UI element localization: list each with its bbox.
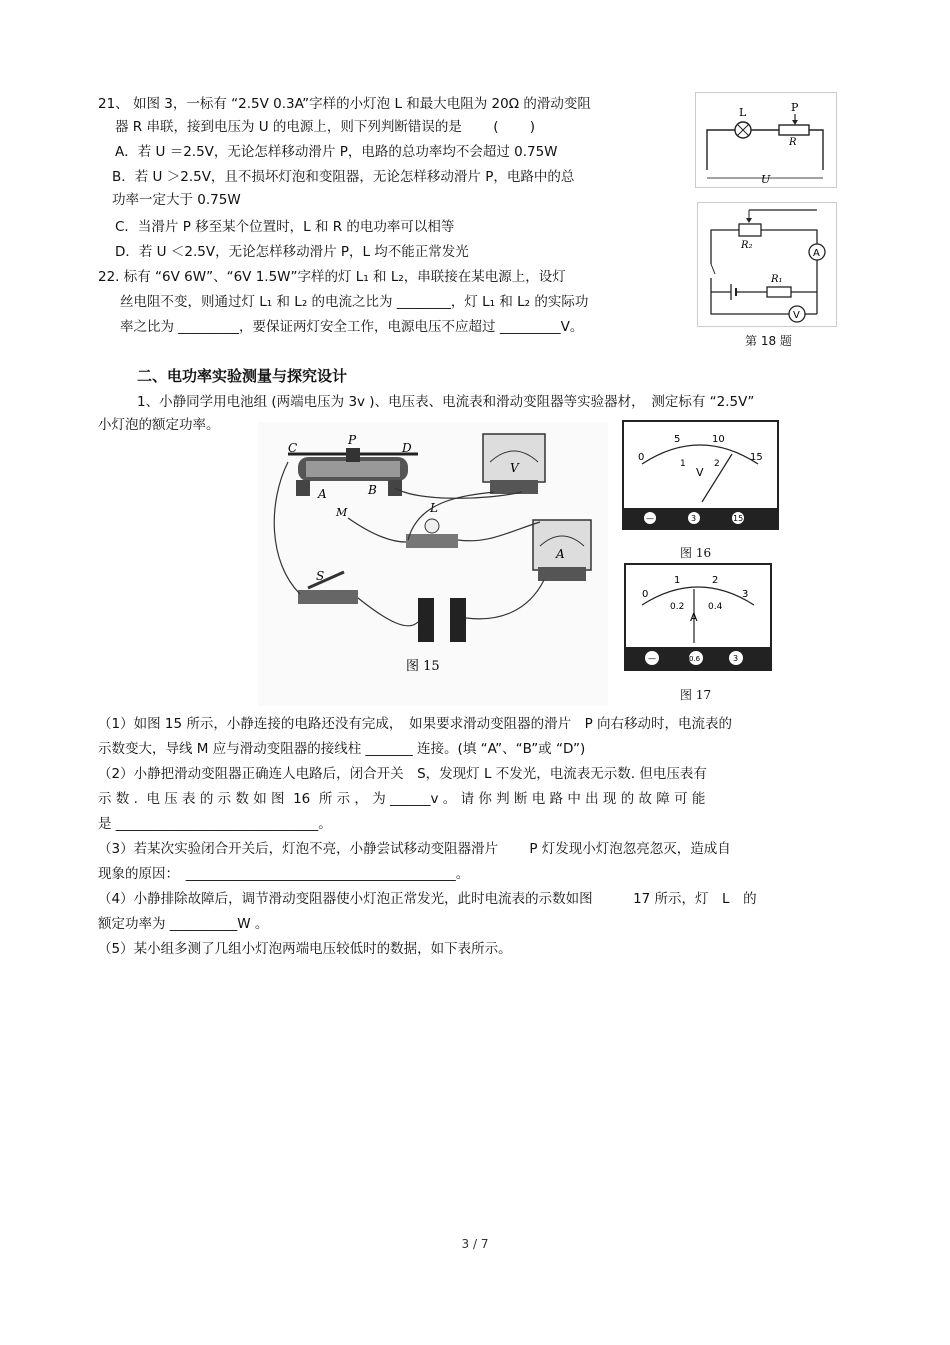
fig15-label-a: A (318, 487, 327, 501)
fig16-unit: V (696, 466, 704, 479)
fig16-scale-5: 5 (674, 434, 681, 445)
q22-line-2: 丝电阻不变，则通过灯 L₁ 和 L₂ 的电流之比为 ________，灯 L₁ 和 L₂ 的实际功 (120, 294, 589, 310)
q21-line-2: 器 R 串联，接到电压为 U 的电源上，则下列判断错误的是 ( ) (115, 119, 536, 135)
figure-15-apparatus (258, 422, 608, 706)
fig16-inner-2: 2 (714, 459, 720, 469)
fig16-inner-1: 1 (680, 459, 686, 469)
fig15-label-l: L (430, 501, 438, 515)
fig16-scale-0: 0 (638, 452, 645, 463)
fig16-terminal-neg: — (646, 514, 654, 523)
fig18-ammeter-label: A (813, 248, 820, 259)
figure-16-caption: 图 16 (680, 546, 712, 560)
fig3-slider-label: P (791, 101, 799, 114)
part-2-line-3: 是 ______________________________。 (98, 816, 332, 832)
fig3-lamp-label: L (739, 106, 747, 119)
part-2-line-1: （2）小静把滑动变阻器正确连人电路后，闭合开关 S，发现灯 L 不发光，电流表无示数. 但电压表有 (98, 766, 707, 782)
section-2-intro-line-2: 小灯泡的额定功率。 (98, 417, 220, 433)
page-number: 3 / 7 (461, 1237, 489, 1251)
part-5-line: （5）某小组多测了几组小灯泡两端电压较低时的数据，如下表所示。 (98, 941, 512, 957)
figure-18-caption: 第 18 题 (745, 334, 792, 348)
fig16-scale-15: 15 (750, 452, 763, 463)
fig17-terminal-neg: — (648, 654, 656, 663)
fig15-label-m: M (336, 506, 348, 519)
part-3-line-2: 现象的原因： ________________________________________。 (98, 866, 470, 882)
part-1-line-2: 示数变大，导线 M 应与滑动变阻器的接线柱 _______ 连接。(填 “A”、“B”或 “D”) (98, 741, 586, 757)
section-2-title: 二、电功率实验测量与探究设计 (137, 367, 348, 385)
fig15-label-b: B (368, 483, 377, 497)
fig16-terminal-15: 15 (733, 514, 744, 523)
figure-16-voltmeter-dial (622, 420, 779, 538)
part-4-line-2: 额定功率为 __________W 。 (98, 916, 269, 932)
fig17-scale-3: 3 (742, 589, 749, 600)
rheostat-symbol (779, 125, 809, 135)
fig17-scale-1: 1 (674, 575, 681, 586)
fig15-label-c: C (288, 441, 298, 455)
figure-17-ammeter-dial (624, 563, 772, 673)
part-3-line-1: （3）若某次实验闭合开关后，灯泡不亮，小静尝试移动变阻器滑片 P 灯发现小灯泡忽亮忽灭，造成自 (98, 841, 731, 857)
figure-3-circuit (695, 92, 837, 188)
fig17-unit: A (690, 611, 698, 624)
fig15-label-voltmeter: V (510, 461, 519, 475)
fig15-label-ammeter: A (556, 547, 565, 561)
q22-line-1: 22. 标有 “6V 6W”、“6V 1.5W”字样的灯 L₁ 和 L₂，串联接在某电源上，设灯 (98, 269, 566, 285)
q22-line-3: 率之比为 _________，要保证两灯安全工作，电源电压不应超过 _________V。 (120, 319, 584, 335)
fig18-r2-label: R₂ (741, 240, 753, 251)
figure-18-circuit (697, 202, 837, 327)
part-2-line-2: 示 数 . 电 压 表 的 示 数 如 图 16 所 示 ， 为 ______v 。 请 你 判 断 电 路 中 出 现 的 故 障 可 能 (98, 791, 706, 807)
q21-option-d: D．若 U ＜2.5V，无论怎样移动滑片 P，L 均不能正常发光 (115, 244, 469, 260)
fig15-label-p: P (348, 433, 357, 447)
fig17-inner-02: 0.2 (670, 602, 685, 612)
figure-17-caption: 图 17 (680, 688, 712, 702)
part-4-line-1: （4）小静排除故障后，调节滑动变阻器使小灯泡正常发光，此时电流表的示数如图 17 所示，灯 L 的 (98, 891, 757, 907)
fig17-scale-2: 2 (712, 575, 719, 586)
fig3-voltage-label: U (761, 173, 771, 186)
q21-line-1: 21、 如图 3，一标有 “2.5V 0.3A”字样的小灯泡 L 和最大电阻为 20Ω 的滑动变阻 (98, 96, 591, 112)
part-1-line-1: （1）如图 15 所示，小静连接的电路还没有完成， 如果要求滑动变阻器的滑片 P 向右移动时，电流表的 (98, 716, 733, 732)
fig17-terminal-06: 0.6 (689, 655, 701, 663)
fig17-scale-0: 0 (642, 589, 649, 600)
fig3-resistor-label: R (789, 137, 797, 148)
fig18-voltmeter-label: V (793, 310, 800, 321)
figure-15-caption: 图 15 (406, 659, 440, 674)
fig15-label-d: D (402, 441, 412, 455)
fig15-label-s: S (316, 569, 325, 583)
q21-option-b-line-1: B．若 U ＞2.5V，且不损坏灯泡和变阻器，无论怎样移动滑片 P，电路中的总 (112, 169, 575, 185)
q21-option-c: C．当滑片 P 移至某个位置时，L 和 R 的电功率可以相等 (115, 219, 455, 235)
r1-symbol (767, 287, 791, 297)
q21-option-b-line-2: 功率一定大于 0.75W (112, 192, 241, 208)
fig18-r1-label: R₁ (771, 274, 783, 285)
section-2-intro-line-1: 1、小静同学用电池组 (两端电压为 3v )、电压表、电流表和滑动变阻器等实验器材， 测定标有 “2.5V” (137, 394, 755, 410)
r2-symbol (739, 224, 761, 236)
fig17-inner-04: 0.4 (708, 602, 723, 612)
fig17-terminal-3: 3 (733, 654, 739, 663)
fig16-terminal-3: 3 (691, 514, 697, 523)
fig16-scale-10: 10 (712, 434, 725, 445)
q21-option-a: A．若 U ＝2.5V，无论怎样移动滑片 P，电路的总功率均不会超过 0.75W (115, 144, 558, 160)
